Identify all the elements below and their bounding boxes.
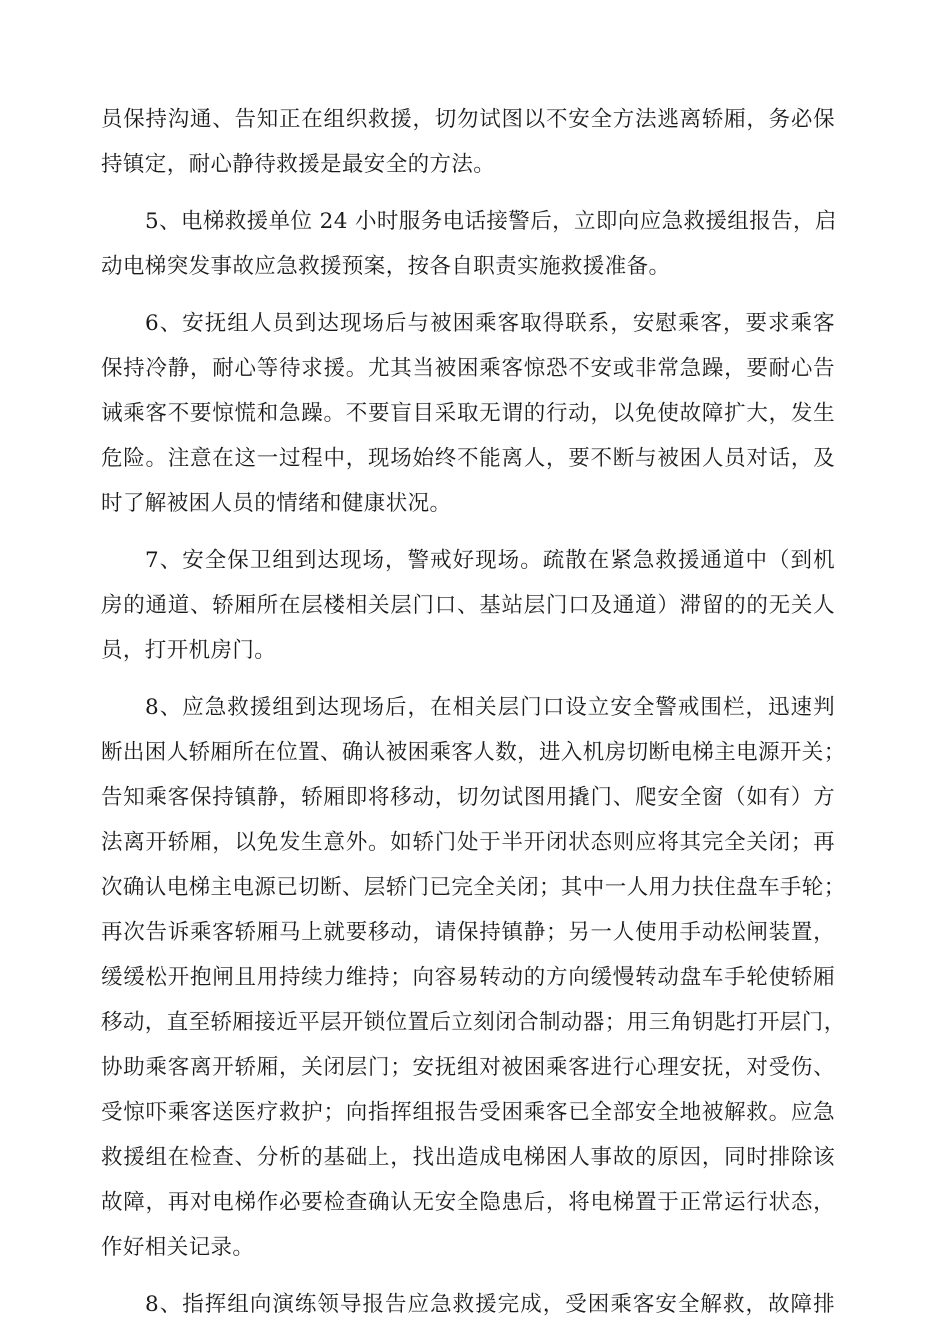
- text-line: 再次告诉乘客轿厢马上就要移动，请保持镇静；另一人使用手动松闸装置，: [101, 920, 835, 945]
- text-line: 救援组在检查、分析的基础上，找出造成电梯困人事故的原因，同时排除该: [101, 1145, 835, 1170]
- text-line: 时了解被困人员的情绪和健康状况。: [101, 491, 452, 516]
- paragraph-step-6: [101, 301, 835, 526]
- text-line: 断出困人轿厢所在位置、确认被困乘客人数，进入机房切断电梯主电源开关；: [101, 740, 846, 765]
- text-line: 员，打开机房门。: [101, 638, 277, 663]
- paragraph-step-5: [101, 199, 835, 289]
- text-line: 缓缓松开抱闸且用持续力维持；向容易转动的方向缓慢转动盘车手轮使轿厢: [101, 965, 835, 990]
- paragraph-step-7: [101, 538, 835, 673]
- text-line: 7、安全保卫组到达现场，警戒好现场。疏散在紧急救援通道中（到机: [145, 548, 835, 573]
- paragraph-step-8: [101, 685, 846, 1270]
- text-line: 危险。注意在这一过程中，现场始终不能离人，要不断与被困人员对话，及: [101, 446, 835, 471]
- text-line: 告知乘客保持镇静，轿厢即将移动，切勿试图用撬门、爬安全窗（如有）方: [101, 785, 835, 810]
- text-line: 次确认电梯主电源已切断、层轿门已完全关闭；其中一人用力扶住盘车手轮；: [101, 875, 846, 900]
- text-line: 8、指挥组向演练领导报告应急救援完成，受困乘客安全解救，故障排: [145, 1292, 835, 1317]
- text-line: 诫乘客不要惊慌和急躁。不要盲目采取无谓的行动，以免使故障扩大，发生: [101, 401, 835, 426]
- text-line: 持镇定，耐心静待救援是最安全的方法。: [101, 152, 496, 177]
- text-line: 8、应急救援组到达现场后，在相关层门口设立安全警戒围栏，迅速判: [145, 695, 835, 720]
- document-body: [101, 97, 846, 1339]
- text-line: 作好相关记录。: [101, 1235, 255, 1260]
- text-line: 受惊吓乘客送医疗救护；向指挥组报告受困乘客已全部安全地被解救。应急: [101, 1100, 835, 1125]
- text-line: 故障，再对电梯作必要检查确认无安全隐患后，将电梯置于正常运行状态，: [101, 1190, 835, 1215]
- text-line: 动电梯突发事故应急救援预案，按各自职责实施救援准备。: [101, 254, 671, 279]
- paragraph-step-8-report: [101, 1282, 835, 1327]
- text-line: 保持冷静，耐心等待求援。尤其当被困乘客惊恐不安或非常急躁，要耐心告: [101, 356, 835, 381]
- paragraph-continuation: [101, 97, 835, 187]
- text-line: 6、安抚组人员到达现场后与被困乘客取得联系，安慰乘客，要求乘客: [145, 311, 835, 336]
- text-line: 员保持沟通、告知正在组织救援，切勿试图以不安全方法逃离轿厢，务必保: [101, 107, 835, 132]
- text-line: 协助乘客离开轿厢，关闭层门；安抚组对被困乘客进行心理安抚，对受伤、: [101, 1055, 835, 1080]
- text-line: 移动，直至轿厢接近平层开锁位置后立刻闭合制动器；用三角钥匙打开层门，: [101, 1010, 846, 1035]
- text-line: 5、电梯救援单位 24 小时服务电话接警后，立即向应急救援组报告，启: [145, 209, 837, 234]
- text-line: 房的通道、轿厢所在层楼相关层门口、基站层门口及通道）滞留的的无关人: [101, 593, 835, 618]
- text-line: 法离开轿厢，以免发生意外。如轿门处于半开闭状态则应将其完全关闭；再: [101, 830, 835, 855]
